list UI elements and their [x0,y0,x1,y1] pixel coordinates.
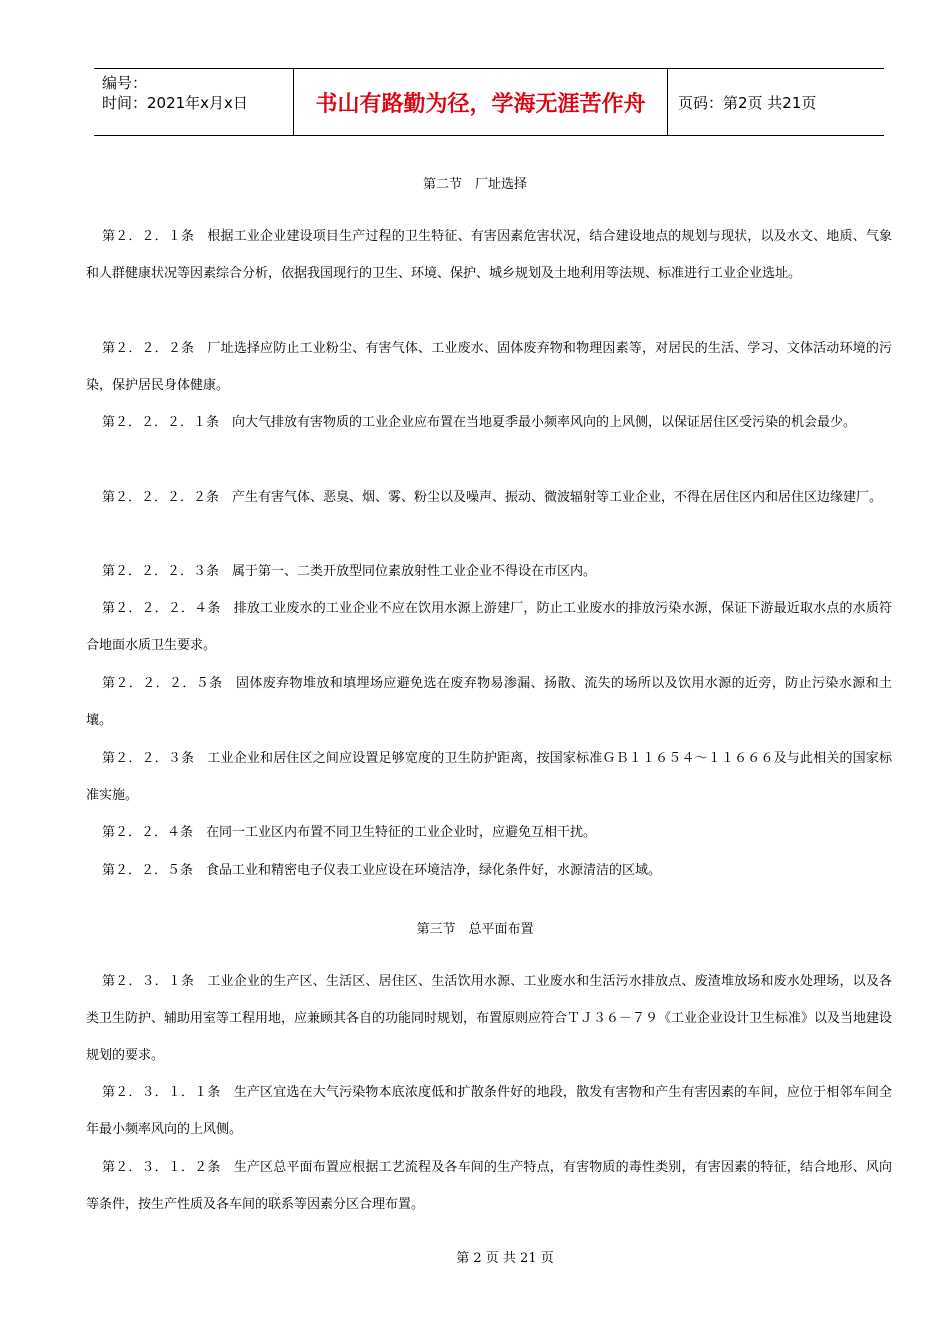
paragraph: 第２．２．２．５条 固体废弃物堆放和填埋场应避免选在废弃物易渗漏、扬散、流失的场所以及饮用水源的近旁，防止污染水源和土壤。 [86,676,892,728]
section-title: 第二节 厂址选择 [422,177,527,192]
page-footer: 第 2 页 共 21 页 [456,1251,554,1266]
section-title: 第三节 总平面布置 [416,922,534,937]
header-page-info [668,69,884,135]
paragraph: 第２．３．１条 工业企业的生产区、生活区、居住区、生活饮用水源、工业废水和生活污水排放点、废渣堆放场和废水处理场，以及各类卫生防护、辅助用室等工程用地，应兼顾其各自的功能同时规划，布置原则应符合ＴＪ３６－７９《工业企业设计卫生标准》以及当地建设规划的要求。 [86,974,893,1063]
paragraph: 第２．２．１条 根据工业企业建设项目生产过程的卫生特征、有害因素危害状况，结合建设地点的规划与现状，以及水文、地质、气象和人群健康状况等因素综合分析，依据我国现行的卫生、环境、保护、城乡规划及土地利用等法规、标准进行工业企业选址。 [86,229,892,281]
header-meta [94,69,294,135]
number-label: 编号： [102,74,148,92]
paragraph: 第２．２．２．２条 产生有害气体、恶臭、烟、雾、粉尘以及噪声、振动、微波辐射等工业企业，不得在居住区内和居住区边缘建厂。 [102,490,883,505]
paragraph: 第２．２．５条 食品工业和精密电子仪表工业应设在环境洁净，绿化条件好，水源清洁的区域。 [102,863,662,878]
paragraph: 第２．２．２．３条 属于第一、二类开放型同位素放射性工业企业不得设在市区内。 [102,564,597,579]
paragraph: 第２．２．３条 工业企业和居住区之间应设置足够宽度的卫生防护距离，按国家标准ＧＢ１１６５４～１１６６６及与此相关的国家标准实施。 [86,751,892,803]
paragraph: 第２．２．２．１条 向大气排放有害物质的工业企业应布置在当地夏季最小频率风向的上风侧，以保证居住区受污染的机会最少。 [102,415,857,430]
motto-text: 书山有路勤为径，学海无涯苦作舟 [315,91,646,117]
paragraph: 第２．２．４条 在同一工业区内布置不同卫生特征的工业企业时，应避免互相干扰。 [102,825,597,840]
header-motto-cell [294,69,668,135]
document-header [94,68,884,136]
page-info-text: 页码：第2页 共21页 [678,93,817,112]
paragraph: 第２．２．２条 厂址选择应防止工业粉尘、有害气体、工业废水、固体废弃物和物理因素等，对居民的生活、学习、文体活动环境的污染，保护居民身体健康。 [86,341,892,393]
time-label: 时间：2021年x月x日 [102,94,248,112]
paragraph: 第２．３．１．２条 生产区总平面布置应根据工艺流程及各车间的生产特点，有害物质的毒性类别，有害因素的特征，结合地形、风向等条件，按生产性质及各车间的联系等因素分区合理布置。 [86,1160,892,1212]
paragraph: 第２．３．１．１条 生产区宜选在大气污染物本底浓度低和扩散条件好的地段，散发有害物和产生有害因素的车间，应位于相邻车间全年最小频率风向的上风侧。 [86,1085,892,1137]
paragraph: 第２．２．２．４条 排放工业废水的工业企业不应在饮用水源上游建厂，防止工业废水的排放污染水源，保证下游最近取水点的水质符合地面水质卫生要求。 [86,601,892,653]
